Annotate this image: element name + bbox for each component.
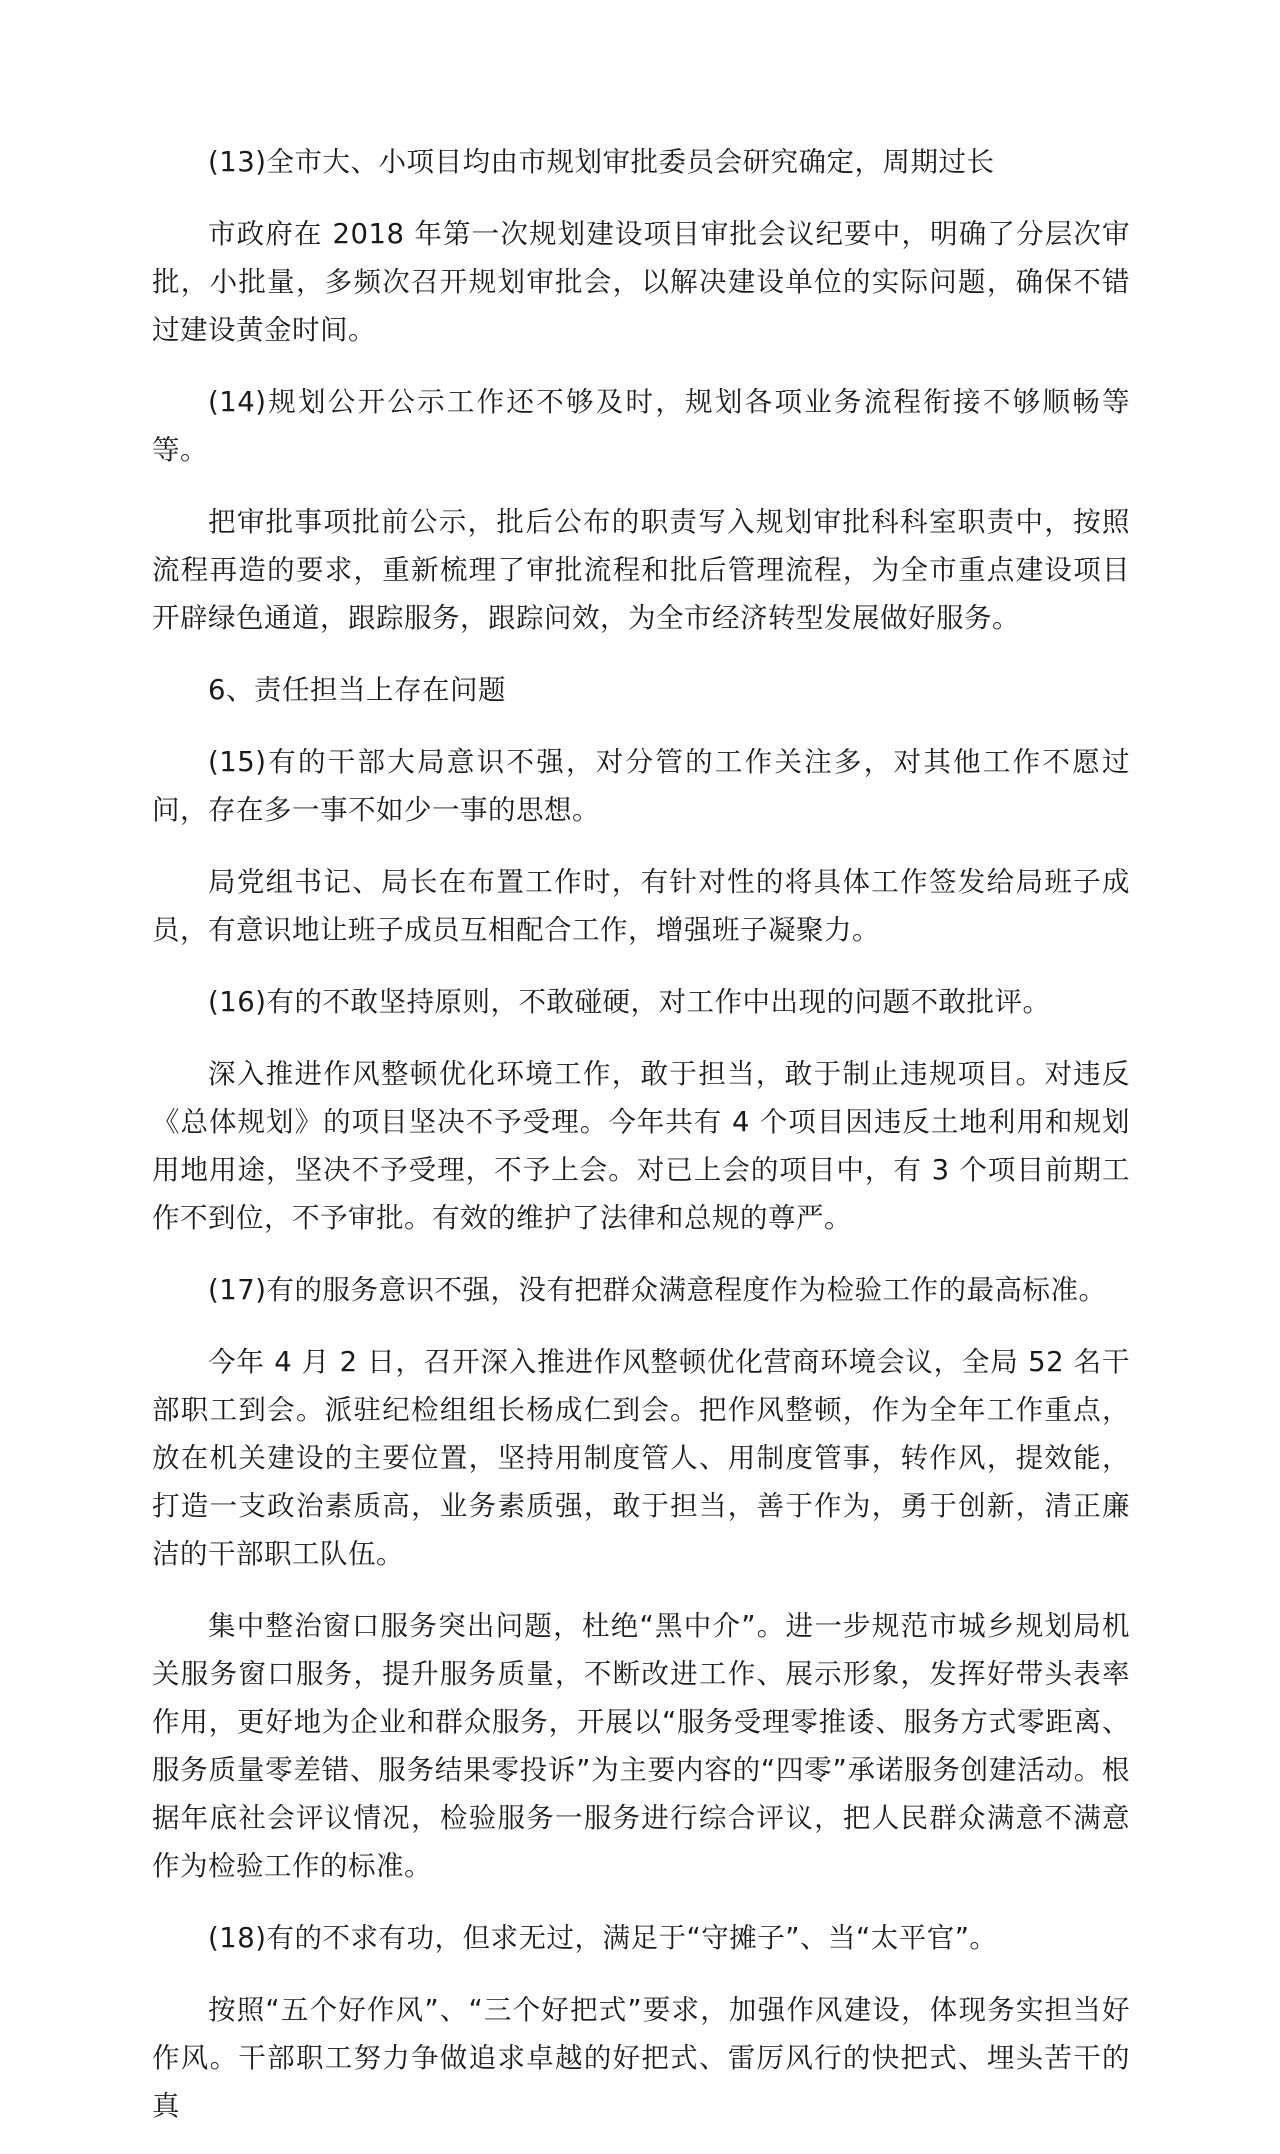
document-body bbox=[152, 138, 1130, 2154]
paragraph-item-14-heading: (14)规划公开公示工作还不够及时，规划各项业务流程衔接不够顺畅等等。 bbox=[152, 386, 1130, 466]
paragraph-item-14-response: 把审批事项批前公示，批后公布的职责写入规划审批科科室职责中，按照流程再造的要求，重新梳理了审批流程和批后管理流程，为全市重点建设项目开辟绿色通道，跟踪服务，跟踪问效，为全市经济转型发展做好服务。 bbox=[152, 506, 1130, 634]
paragraph-item-18-response: 按照“五个好作风”、“三个好把式”要求，加强作风建设，体现务实担当好作风。干部职工努力争做追求卓越的好把式、雷厉风行的快把式、埋头苦干的真 bbox=[152, 1994, 1130, 2122]
paragraph-item-17-response-1: 今年 4 月 2 日，召开深入推进作风整顿优化营商环境会议，全局 52 名干部职工到会。派驻纪检组组长杨成仁到会。把作风整顿，作为全年工作重点，放在机关建设的主要位置，坚持用制度管人、用制度管事，转作风，提效能，打造一支政治素质高，业务素质强，敢于担当，善于作为，勇于创新，清正廉洁的干部职工队伍。 bbox=[152, 1346, 1130, 1570]
paragraph-item-15-heading: (15)有的干部大局意识不强，对分管的工作关注多，对其他工作不愿过问，存在多一事不如少一事的思想。 bbox=[152, 746, 1130, 826]
paragraph-item-13-heading: (13)全市大、小项目均由市规划审批委员会研究确定，周期过长 bbox=[208, 146, 995, 178]
paragraph-item-15-response: 局党组书记、局长在布置工作时，有针对性的将具体工作签发给局班子成员，有意识地让班子成员互相配合工作，增强班子凝聚力。 bbox=[152, 866, 1130, 946]
paragraph-item-18-heading: (18)有的不求有功，但求无过，满足于“守摊子”、当“太平官”。 bbox=[208, 1922, 998, 1954]
paragraph-item-17-response-2: 集中整治窗口服务突出问题，杜绝“黑中介”。进一步规范市城乡规划局机关服务窗口服务，提升服务质量，不断改进工作、展示形象，发挥好带头表率作用，更好地为企业和群众服务，开展以“服务受理零推诿、服务方式零距离、服务质量零差错、服务结果零投诉”为主要内容的“四零”承诺服务创建活动。根据年底社会评议情况，检验服务一服务进行综合评议，把人民群众满意不满意作为检验工作的标准。 bbox=[152, 1610, 1130, 1882]
section-heading-6: 6、责任担当上存在问题 bbox=[208, 674, 506, 706]
paragraph-item-16-heading: (16)有的不敢坚持原则，不敢碰硬，对工作中出现的问题不敢批评。 bbox=[208, 986, 1051, 1018]
paragraph-item-13-response: 市政府在 2018 年第一次规划建设项目审批会议纪要中，明确了分层次审批，小批量，多频次召开规划审批会，以解决建设单位的实际问题，确保不错过建设黄金时间。 bbox=[152, 218, 1130, 346]
paragraph-item-17-heading: (17)有的服务意识不强，没有把群众满意程度作为检验工作的最高标准。 bbox=[208, 1274, 1107, 1306]
paragraph-item-16-response: 深入推进作风整顿优化环境工作，敢于担当，敢于制止违规项目。对违反《总体规划》的项目坚决不予受理。今年共有 4 个项目因违反土地利用和规划用地用途，坚决不予受理，不予上会。对已上会的项目中，有 3 个项目前期工作不到位，不予审批。有效的维护了法律和总规的尊严。 bbox=[152, 1058, 1130, 1234]
